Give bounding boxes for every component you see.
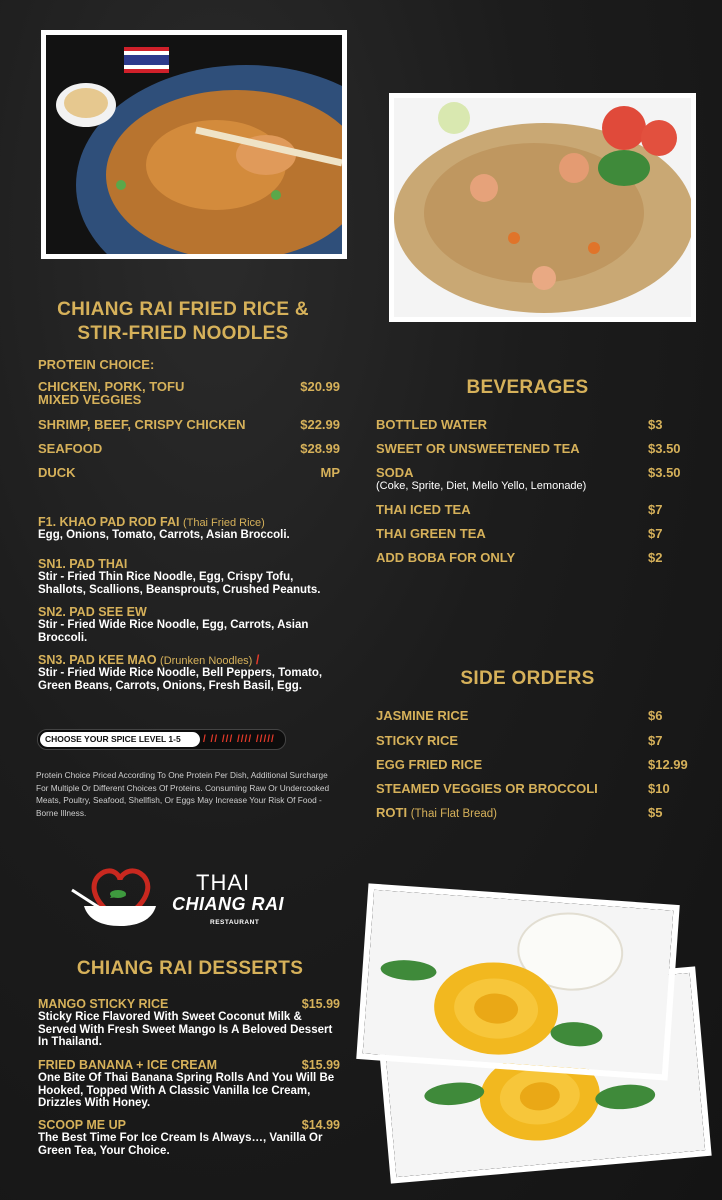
protein-price: MP bbox=[320, 465, 340, 480]
side-orders-title: SIDE ORDERS bbox=[460, 668, 595, 689]
dessert-name: SCOOP ME UP bbox=[38, 1118, 126, 1132]
protein-price: $20.99 bbox=[300, 379, 340, 394]
noodles-title-line1: CHIANG RAI FRIED RICE & bbox=[57, 299, 309, 320]
disclaimer: Protein Choice Priced According To One Protein Per Dish, Additional Surcharge For Multiple Or Different Choices Of Proteins. Consuming Raw Or Undercooked Meats, Poultry, Seafood, Shellfish, Or Eggs May Increase Your Risk Of Food - Borne Illness. bbox=[36, 770, 330, 818]
side-name: STEAMED VEGGIES OR BROCCOLI bbox=[376, 781, 598, 796]
desserts-title: CHIANG RAI DESSERTS bbox=[76, 958, 304, 979]
spice-level-label: CHOOSE YOUR SPICE LEVEL 1-5 bbox=[40, 732, 200, 747]
side-name: ROTI bbox=[376, 805, 408, 820]
spice-level-marks: / // /// //// ///// bbox=[203, 734, 275, 745]
protein-row bbox=[38, 417, 340, 432]
beverage-sub: (Coke, Sprite, Diet, Mello Yello, Lemonade) bbox=[376, 480, 587, 492]
beverage-row bbox=[376, 417, 676, 432]
heart-bowl-icon bbox=[70, 862, 170, 934]
side-row bbox=[376, 757, 696, 772]
side-row bbox=[376, 781, 696, 796]
side-row bbox=[376, 805, 696, 820]
dish-item bbox=[38, 653, 338, 692]
beverage-name: SODA bbox=[376, 465, 414, 480]
protein-label: PROTEIN CHOICE: bbox=[38, 357, 155, 372]
beverage-row bbox=[376, 550, 676, 565]
side-price: $5 bbox=[648, 805, 663, 820]
dish-desc: Stir - Fried Wide Rice Noodle, Egg, Carrots, Asian Broccoli. bbox=[38, 619, 309, 644]
spice-level-bar bbox=[37, 729, 286, 750]
noodles-title-line2: STIR-FRIED NOODLES bbox=[77, 323, 289, 344]
dish-name: F1. KHAO PAD ROD FAI bbox=[38, 515, 180, 529]
beverage-row bbox=[376, 526, 676, 541]
side-row bbox=[376, 733, 696, 748]
logo-chiang-rai: CHIANG RAI bbox=[172, 894, 284, 914]
protein-name-2: MIXED VEGGIES bbox=[38, 392, 142, 407]
beverage-name: BOTTLED WATER bbox=[376, 417, 487, 432]
beverage-row bbox=[376, 441, 681, 456]
dessert-price: $15.99 bbox=[301, 997, 340, 1011]
protein-name: SEAFOOD bbox=[38, 441, 103, 456]
dish-name: SN2. PAD SEE EW bbox=[38, 605, 147, 619]
dessert-desc: The Best Time For Ice Cream Is Always…, Vanilla Or Green Tea, Your Choice. bbox=[38, 1132, 323, 1157]
side-price: $12.99 bbox=[648, 757, 688, 772]
dish-name: SN1. PAD THAI bbox=[38, 557, 128, 571]
dessert-name: FRIED BANANA + ICE CREAM bbox=[38, 1058, 218, 1072]
protein-row bbox=[38, 441, 340, 456]
beverage-name: THAI ICED TEA bbox=[376, 502, 471, 517]
dessert-name: MANGO STICKY RICE bbox=[38, 997, 169, 1011]
logo-thai: THAI bbox=[196, 870, 251, 895]
side-price: $10 bbox=[648, 781, 670, 796]
mango-dessert-photo-front bbox=[356, 883, 680, 1080]
beverages-title: BEVERAGES bbox=[466, 377, 589, 398]
dish-item bbox=[38, 557, 338, 596]
side-note: (Thai Flat Bread) bbox=[410, 808, 497, 820]
beverage-price: $2 bbox=[648, 550, 663, 565]
dish-item bbox=[38, 605, 323, 644]
dessert-desc: Sticky Rice Flavored With Sweet Coconut Milk & Served With Fresh Sweet Mango Is A Beloved Dessert In Thailand. bbox=[38, 1011, 333, 1048]
protein-name: SHRIMP, BEEF, CRISPY CHICKEN bbox=[38, 417, 246, 432]
protein-price: $28.99 bbox=[300, 441, 340, 456]
dessert-desc: One Bite Of Thai Banana Spring Rolls And You Will Be Hooked, Topped With A Classic Vanilla Ice Cream, Drizzles With Honey. bbox=[38, 1072, 335, 1109]
dish-desc: Egg, Onions, Tomato, Carrots, Asian Broccoli. bbox=[38, 529, 290, 541]
spice-mark: / bbox=[255, 653, 260, 667]
beverage-price: $3.50 bbox=[648, 441, 681, 456]
restaurant-logo bbox=[70, 862, 300, 934]
beverage-name: THAI GREEN TEA bbox=[376, 526, 486, 541]
side-name: EGG FRIED RICE bbox=[376, 757, 483, 772]
protein-name: DUCK bbox=[38, 465, 76, 480]
protein-name: CHICKEN, PORK, TOFU bbox=[38, 379, 185, 394]
dessert-item bbox=[38, 1118, 340, 1157]
protein-row bbox=[38, 465, 340, 480]
beverage-name: SWEET OR UNSWEETENED TEA bbox=[376, 441, 580, 456]
protein-row bbox=[38, 380, 340, 406]
protein-price: $22.99 bbox=[300, 417, 340, 432]
dessert-item bbox=[38, 1058, 340, 1110]
beverage-price: $7 bbox=[648, 502, 663, 517]
beverage-row bbox=[376, 465, 681, 492]
beverage-price: $7 bbox=[648, 526, 663, 541]
beverage-name: ADD BOBA FOR ONLY bbox=[376, 550, 516, 565]
side-name: JASMINE RICE bbox=[376, 708, 469, 723]
dessert-price: $14.99 bbox=[301, 1118, 340, 1132]
beverage-row bbox=[376, 502, 676, 517]
dish-name: SN3. PAD KEE MAO bbox=[38, 653, 157, 667]
dish-desc: Stir - Fried Thin Rice Noodle, Egg, Crispy Tofu, Shallots, Scallions, Beansprouts, Crushed Peanuts. bbox=[38, 571, 321, 596]
dish-note: (Drunken Noodles) bbox=[160, 655, 253, 667]
beverage-price: $3 bbox=[648, 417, 663, 432]
fried-rice-photo bbox=[389, 93, 696, 322]
side-price: $7 bbox=[648, 733, 663, 748]
dish-item bbox=[38, 515, 338, 542]
side-name: STICKY RICE bbox=[376, 733, 459, 748]
logo-restaurant: RESTAURANT bbox=[210, 919, 260, 926]
pad-thai-photo bbox=[41, 30, 347, 259]
dish-note: (Thai Fried Rice) bbox=[182, 517, 265, 529]
dessert-item bbox=[38, 997, 340, 1049]
side-price: $6 bbox=[648, 708, 663, 723]
noodles-title bbox=[40, 298, 326, 346]
beverage-price: $3.50 bbox=[648, 465, 681, 480]
dish-desc: Stir - Fried Wide Rice Noodle, Bell Peppers, Tomato, Green Beans, Carrots, Onions, Fresh Basil, Egg. bbox=[38, 667, 323, 692]
dessert-price: $15.99 bbox=[301, 1058, 340, 1072]
side-row bbox=[376, 708, 696, 723]
